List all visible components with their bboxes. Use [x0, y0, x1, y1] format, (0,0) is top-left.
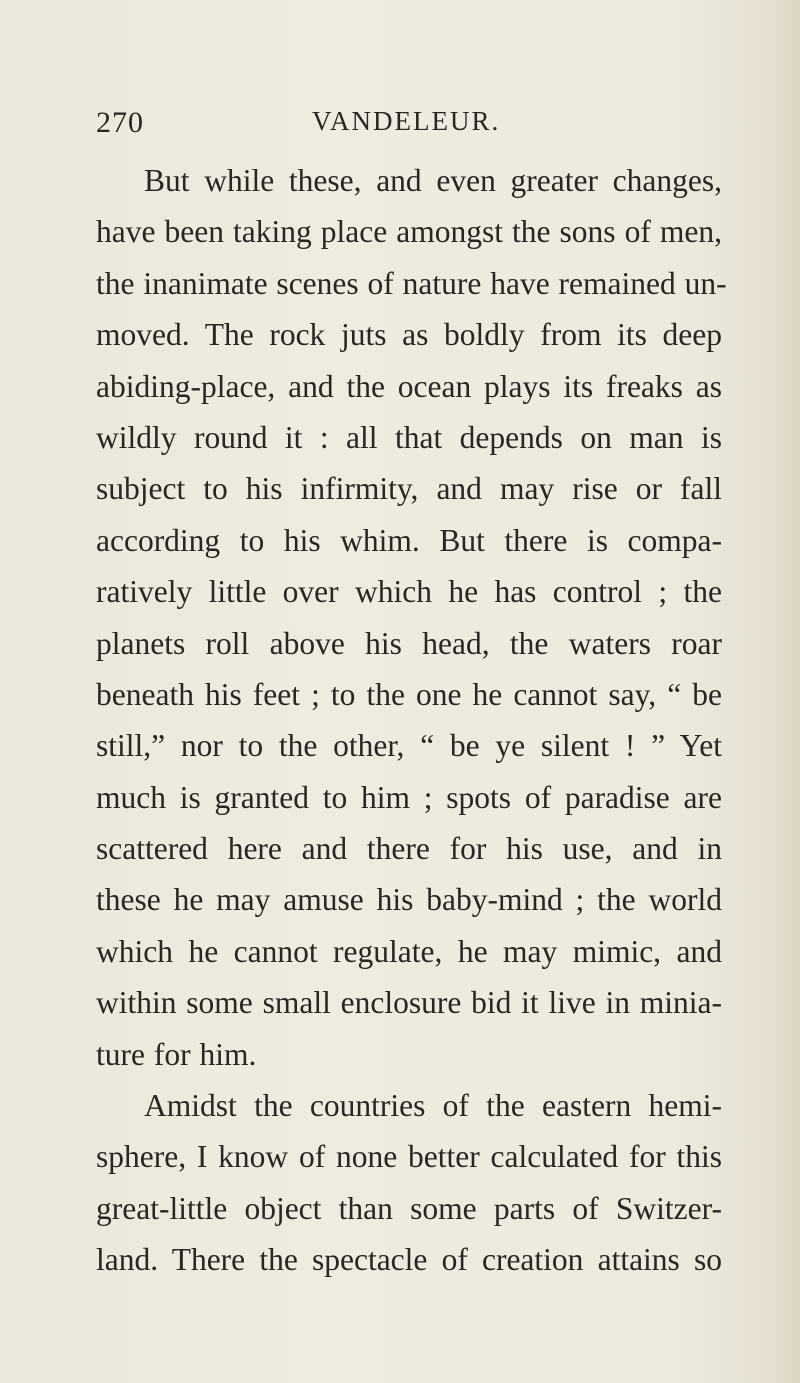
text-line: which he cannot regulate, he may mimic, and: [96, 933, 722, 969]
text-line: great-little object than some parts of Switzer-: [96, 1190, 722, 1226]
running-head: [96, 106, 516, 146]
page-number: 270: [96, 106, 144, 139]
text-line: within some small enclosure bid it live in minia-: [96, 985, 722, 1021]
text-line: ratively little over which he has control ; the: [96, 574, 722, 610]
body-text: [96, 155, 727, 1286]
text-line: Amidst the countries of the eastern hemi-: [144, 1088, 722, 1124]
text-line: abiding-place, and the ocean plays its freaks as: [96, 368, 722, 404]
text-line: moved. The rock juts as boldly from its deep: [96, 317, 722, 353]
text-line: scattered here and there for his use, and in: [96, 831, 722, 867]
text-line: wildly round it : all that depends on man is: [96, 419, 722, 455]
text-line: ture for him.: [96, 1036, 257, 1072]
text-line: the inanimate scenes of nature have remained un-: [96, 265, 727, 301]
text-line: much is granted to him ; spots of paradise are: [96, 779, 722, 815]
text-line: beneath his feet ; to the one he cannot say, “ be: [96, 676, 722, 712]
text-line: these he may amuse his baby-mind ; the world: [96, 882, 722, 918]
text-line: land. There the spectacle of creation attains so: [96, 1242, 722, 1278]
paragraph-2: [96, 1080, 722, 1286]
text-line: subject to his infirmity, and may rise or fall: [96, 471, 722, 507]
text-line: planets roll above his head, the waters roar: [96, 625, 722, 661]
text-line: have been taking place amongst the sons of men,: [96, 214, 722, 250]
text-line: sphere, I know of none better calculated for this: [96, 1139, 722, 1175]
running-title: VANDELEUR.: [312, 106, 501, 136]
text-line: But while these, and even greater changes,: [144, 163, 722, 198]
paragraph-1: [96, 155, 727, 1080]
text-line: still,” nor to the other, “ be ye silent ! ” Yet: [96, 728, 722, 764]
text-line: according to his whim. But there is compa-: [96, 522, 722, 558]
